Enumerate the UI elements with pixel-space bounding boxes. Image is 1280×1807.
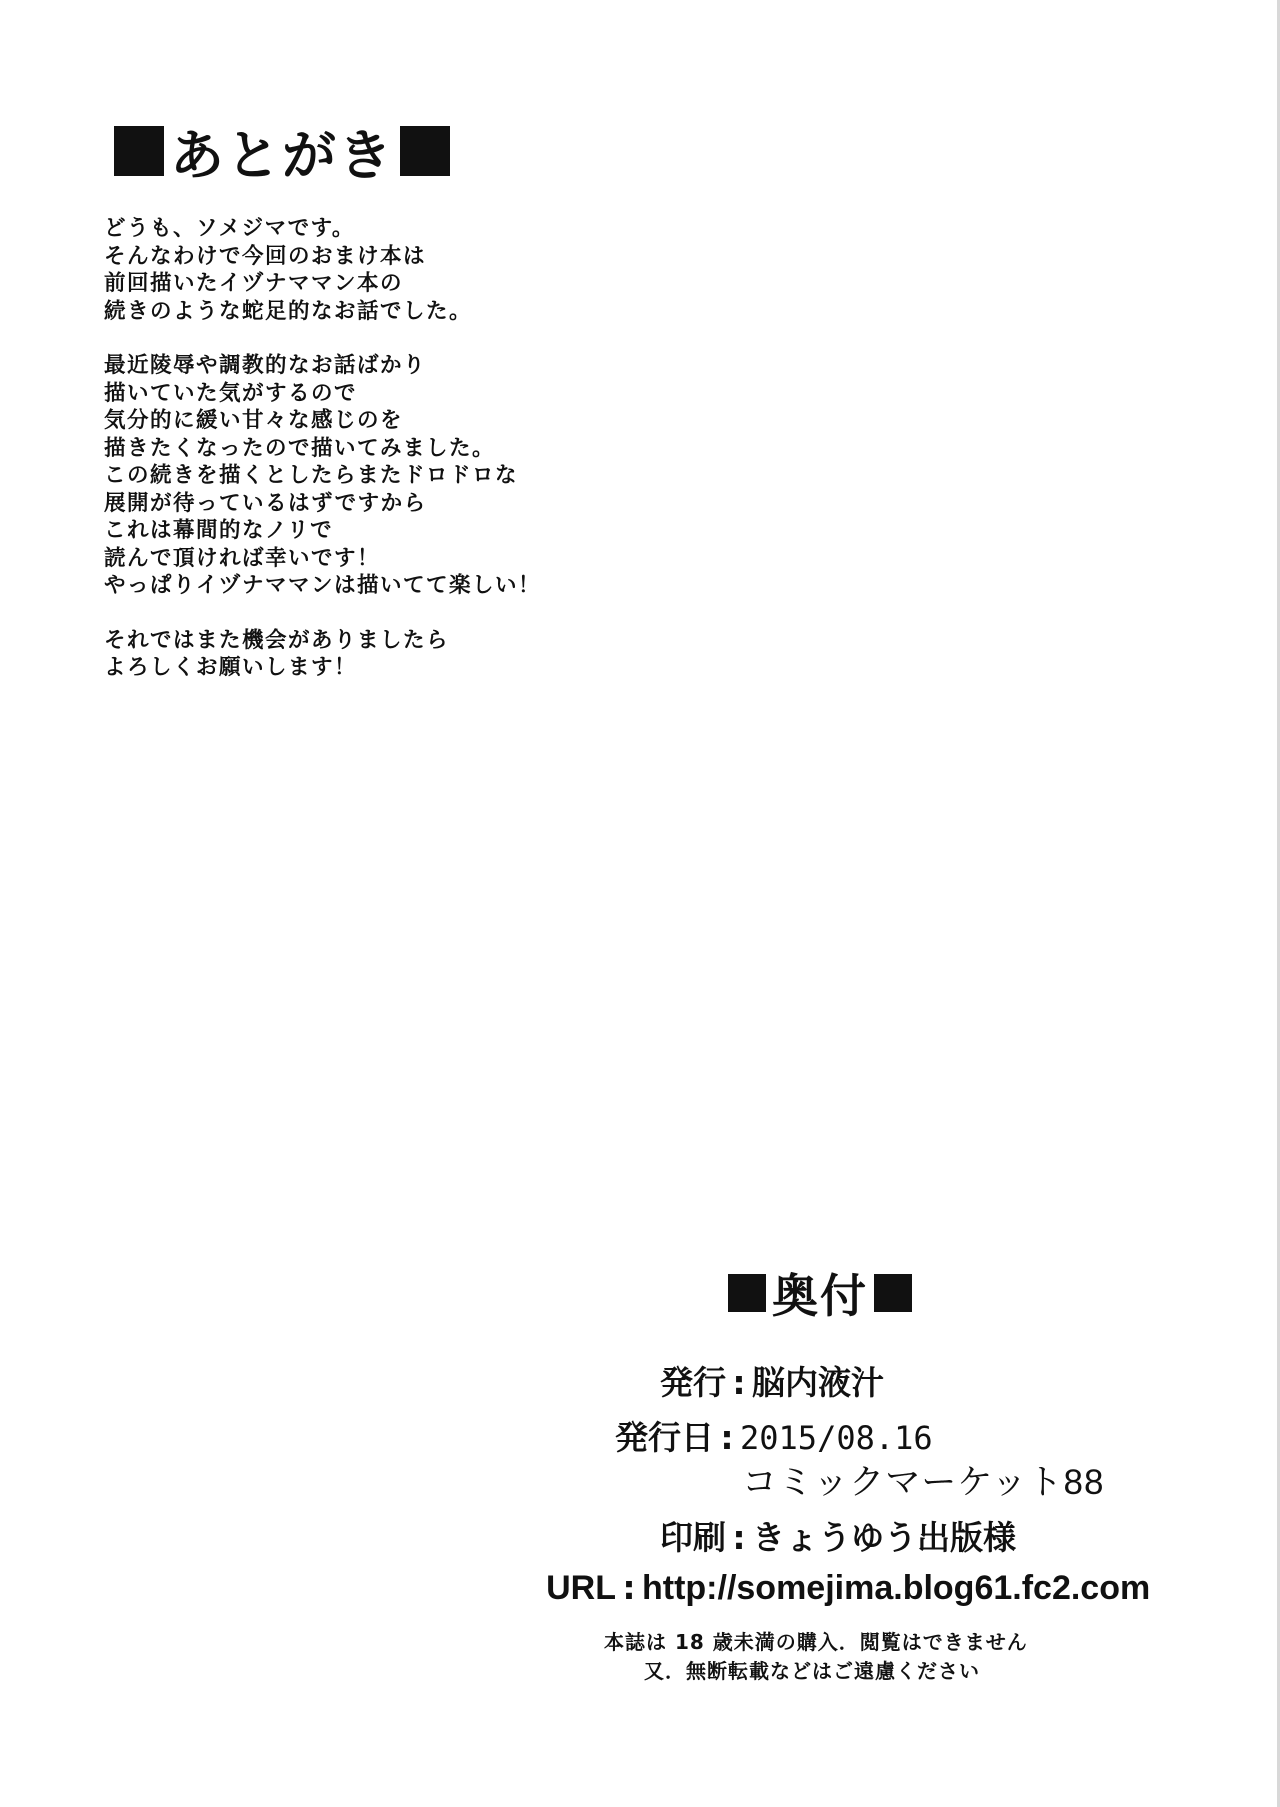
url-row: [544, 1568, 1150, 1608]
publisher-value: 脳内液汁: [752, 1363, 884, 1402]
colon: :: [622, 1568, 636, 1607]
heading-square-right: [400, 126, 450, 176]
text-line: 前回描いたイヅナママン本の: [104, 271, 404, 296]
text-line: どうも、ソメジマです。: [104, 216, 355, 241]
reproduction-notice: 又．無断転載などはご遠慮ください: [644, 1659, 980, 1683]
publisher-row: [636, 1357, 884, 1404]
heading-square-left: [728, 1274, 766, 1312]
text-line: 気分的に緩い甘々な感じのを: [104, 408, 404, 433]
event-name: コミックマーケット88: [742, 1463, 1105, 1502]
colon: :: [732, 1363, 746, 1402]
afterword-paragraph-2: [104, 352, 804, 600]
text-line: 最近陵辱や調教的なお話ばかり: [104, 353, 427, 378]
text-line: この続きを描くとしたらまたドロドロな: [104, 463, 519, 488]
afterword-paragraph-1: [104, 215, 804, 325]
text-line: やっぱりイヅナママンは描いてて楽しい！: [104, 573, 542, 598]
colon: :: [732, 1518, 746, 1557]
publisher-label: 発行: [660, 1363, 726, 1402]
text-line: 描いていた気がするので: [104, 380, 358, 406]
printer-row: [636, 1512, 1016, 1559]
colophon-heading: [722, 1265, 918, 1321]
colophon-title: 奥付: [772, 1269, 868, 1323]
text-line: これは幕間的なノリで: [104, 518, 334, 543]
printer-label: 印刷: [660, 1518, 726, 1557]
text-line: 描きたくなったので描いてみました。: [104, 435, 496, 461]
text-line: よろしくお願いします！: [104, 655, 358, 680]
date-row: [600, 1412, 933, 1459]
text-line: 続きのような蛇足的なお話でした。: [104, 298, 473, 324]
afterword-body: [104, 215, 804, 709]
heading-square-left: [114, 126, 164, 176]
text-line: 読んで頂ければ幸いです！: [104, 545, 381, 571]
url-label: URL: [546, 1569, 616, 1607]
afterword-title: あとがき: [170, 123, 394, 187]
date-value: 2015/08.16: [740, 1419, 933, 1457]
colon: :: [720, 1418, 734, 1457]
age-restriction-notice: 本誌は 18 歳未満の購入．閲覧はできません: [604, 1630, 1028, 1654]
url-value: http://somejima.blog61.fc2.com: [642, 1569, 1151, 1607]
date-label: 発行日: [615, 1418, 714, 1457]
afterword-paragraph-3: [104, 627, 804, 682]
printer-value: きょうゆう出版様: [752, 1518, 1016, 1557]
text-line: そんなわけで今回のおまけ本は: [104, 243, 427, 269]
text-line: 展開が待っているはずですから: [104, 490, 427, 516]
heading-square-right: [874, 1274, 912, 1312]
afterword-heading: [108, 118, 456, 187]
text-line: それではまた機会がありましたら: [104, 627, 450, 653]
